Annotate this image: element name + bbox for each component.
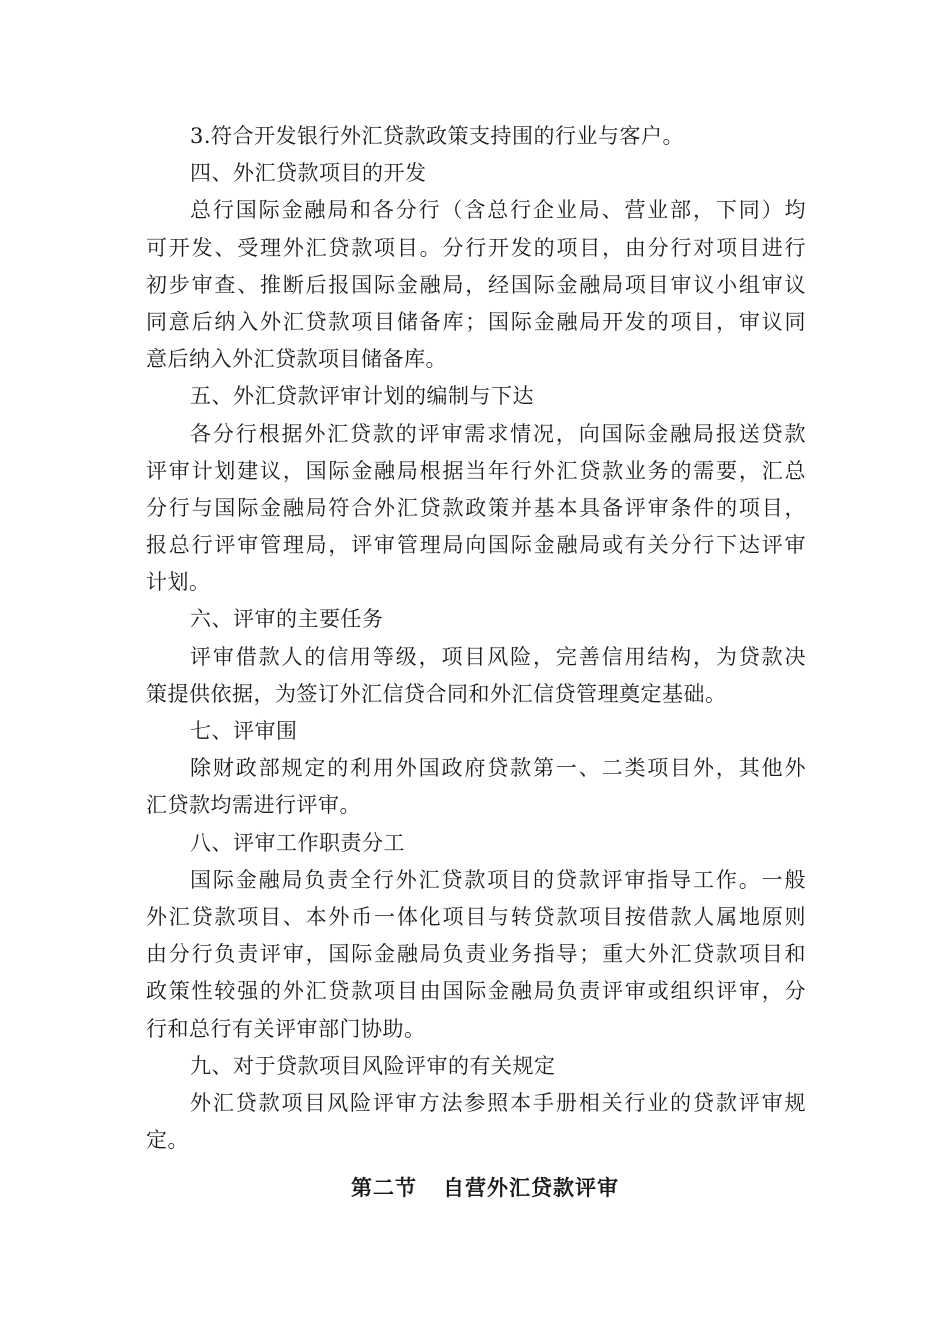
- text-line: 评审计划建议，国际金融局根据当年行外汇贷款业务的需要，汇总: [146, 458, 806, 483]
- subsection-heading: 四、外汇贷款项目的开发: [190, 161, 427, 186]
- section-number: 第二节: [351, 1176, 417, 1200]
- subsection-heading: 五、外汇贷款评审计划的编制与下达: [190, 384, 534, 409]
- subsection-heading: 九、对于贷款项目风险评审的有关规定: [190, 1053, 556, 1078]
- text-line: 国际金融局负责全行外汇贷款项目的贷款评审指导工作。一般: [190, 867, 806, 892]
- text-line: 汇贷款均需进行评审。: [146, 793, 361, 818]
- text-line: 评审借款人的信用等级，项目风险，完善信用结构，为贷款决: [190, 644, 806, 669]
- subsection-heading: 七、评审围: [190, 719, 298, 743]
- text-line: 计划。: [146, 570, 211, 595]
- text-line: 行和总行有关评审部门协助。: [146, 1016, 426, 1041]
- text-line: 策提供依据，为签订外汇信贷合同和外汇信贷管理奠定基础。: [146, 681, 727, 706]
- text-line: 报总行评审管理局，评审管理局向国际金融局或有关分行下达评审: [146, 533, 806, 558]
- section-heading: [0, 1170, 950, 1207]
- text-line: 意后纳入外汇贷款项目储备库。: [146, 347, 447, 372]
- text-line: 政策性较强的外汇贷款项目由国际金融局负责评审或组织评审，分: [146, 979, 806, 1004]
- text-line: 可开发、受理外汇贷款项目。分行开发的项目，由分行对项目进行: [146, 235, 806, 260]
- text-line: 分行与国际金融局符合外汇贷款政策并基本具备评审条件的项目，: [146, 495, 806, 520]
- text-line: 外汇贷款项目风险评审方法参照本手册相关行业的贷款评审规: [190, 1090, 806, 1115]
- document-body: [146, 118, 806, 1159]
- text-line: 各分行根据外汇贷款的评审需求情况，向国际金融局报送贷款: [190, 421, 806, 446]
- subsection-heading: 六、评审的主要任务: [190, 607, 384, 632]
- text-line: 3.符合开发银行外汇贷款政策支持围的行业与客户。: [190, 124, 685, 148]
- text-line: 同意后纳入外汇贷款项目储备库；国际金融局开发的项目，审议同: [146, 309, 806, 334]
- text-line: 除财政部规定的利用外国政府贷款第一、二类项目外，其他外: [190, 756, 806, 781]
- text-line: 总行国际金融局和各分行（含总行企业局、营业部，下同）均: [190, 198, 806, 223]
- text-line: 初步审查、推断后报国际金融局，经国际金融局项目审议小组审议: [146, 272, 806, 297]
- section-title: 自营外汇贷款评审: [443, 1176, 619, 1200]
- subsection-heading: 八、评审工作职责分工: [190, 830, 405, 855]
- text-line: 定。: [146, 1128, 189, 1153]
- text-line: 外汇贷款项目、本外币一体化项目与转贷款项目按借款人属地原则: [146, 904, 806, 929]
- text-line: 由分行负责评审，国际金融局负责业务指导；重大外汇贷款项目和: [146, 942, 806, 967]
